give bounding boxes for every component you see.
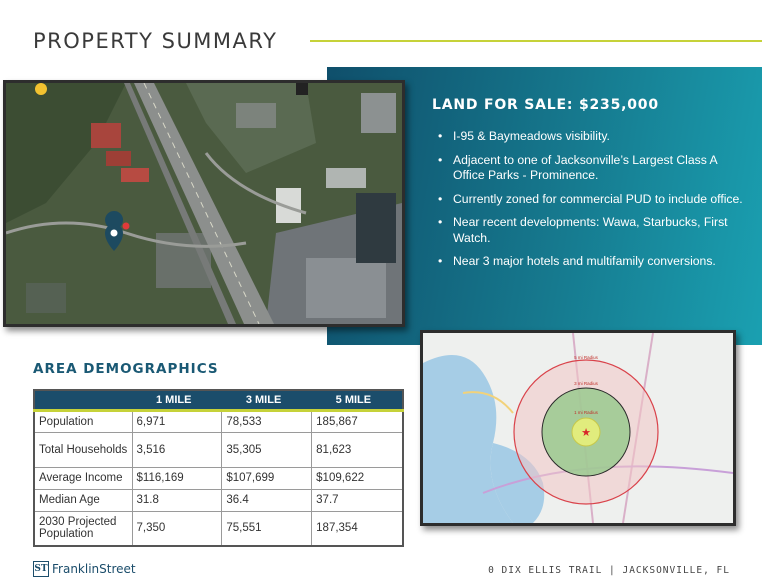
row-label: Population xyxy=(34,410,132,432)
property-address: 0 DIX ELLIS TRAIL | JACKSONVILLE, FL xyxy=(488,565,730,576)
table-cell: 35,305 xyxy=(222,432,312,467)
radius-map xyxy=(420,330,736,526)
table-row xyxy=(34,467,403,489)
logo-text: FranklinStreet xyxy=(52,562,136,576)
table-cell: $107,699 xyxy=(222,467,312,489)
highlights-list xyxy=(438,129,743,278)
table-cell: 31.8 xyxy=(132,489,222,511)
aerial-photo xyxy=(3,80,405,327)
table-row xyxy=(34,489,403,511)
table-cell: $109,622 xyxy=(312,467,403,489)
highlight-item: • Near recent developments: Wawa, Starbucks, First Watch. xyxy=(438,215,743,246)
row-label: Total Households xyxy=(34,432,132,467)
row-label: Average Income xyxy=(34,467,132,489)
table-row xyxy=(34,511,403,546)
radius-label-3mi: 3 mi Radius xyxy=(574,381,598,386)
land-for-sale-title: LAND FOR SALE: $235,000 xyxy=(432,97,659,113)
radius-label-5mi: 5 mi Radius xyxy=(574,355,598,360)
table-cell: 7,350 xyxy=(132,511,222,546)
table-cell: 36.4 xyxy=(222,489,312,511)
site-star-icon: ★ xyxy=(581,427,591,439)
highlight-item: • Adjacent to one of Jacksonville’s Largest Class A Office Parks - Prominence. xyxy=(438,153,743,184)
table-cell: 185,867 xyxy=(312,410,403,432)
highlight-item: • Currently zoned for commercial PUD to include office. xyxy=(438,192,743,208)
table-cell: 81,623 xyxy=(312,432,403,467)
demographics-table xyxy=(33,389,404,547)
page-title: PROPERTY SUMMARY xyxy=(33,29,278,53)
table-row xyxy=(34,410,403,432)
title-rule xyxy=(310,40,762,42)
logo-mark-icon: ST xyxy=(33,561,49,577)
row-label: 2030 Projected Population xyxy=(34,511,132,546)
table-cell: 75,551 xyxy=(222,511,312,546)
row-label: Median Age xyxy=(34,489,132,511)
header-blank xyxy=(34,390,132,410)
table-row xyxy=(34,432,403,467)
table-cell: 78,533 xyxy=(222,410,312,432)
highlight-item: • I-95 & Baymeadows visibility. xyxy=(438,129,743,145)
table-cell: 187,354 xyxy=(312,511,403,546)
table-cell: 3,516 xyxy=(132,432,222,467)
radius-label-1mi: 1 mi Radius xyxy=(574,410,598,415)
highlight-item: • Near 3 major hotels and multifamily conversions. xyxy=(438,254,743,270)
table-cell: 6,971 xyxy=(132,410,222,432)
column-header: 1 MILE xyxy=(132,390,222,410)
column-header: 5 MILE xyxy=(312,390,403,410)
table-cell: 37.7 xyxy=(312,489,403,511)
column-header: 3 MILE xyxy=(222,390,312,410)
company-logo xyxy=(33,561,136,577)
table-header-row xyxy=(34,390,403,410)
demographics-title: AREA DEMOGRAPHICS xyxy=(33,361,219,377)
table-cell: $116,169 xyxy=(132,467,222,489)
